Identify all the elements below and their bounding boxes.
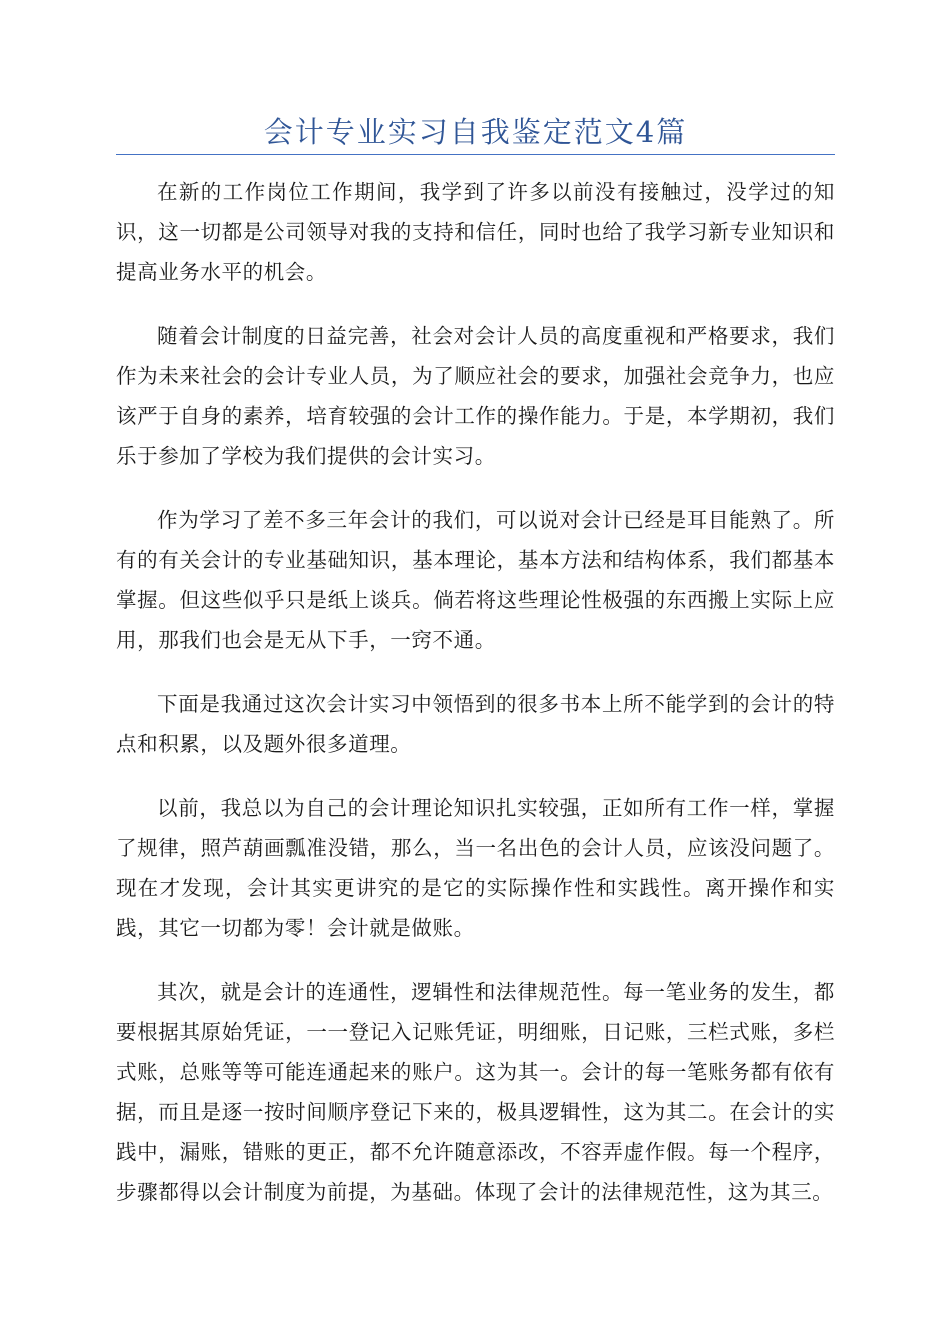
document-body [116,172,835,1236]
paragraph-3: 作为学习了差不多三年会计的我们，可以说对会计已经是耳目能熟了。所有的有关会计的专业基础知识，基本理论，基本方法和结构体系，我们都基本掌握。但这些似乎只是纸上谈兵。倘若将这些理论性极强的东西搬上实际上应用，那我们也会是无从下手，一窍不通。 [116,508,835,652]
paragraph-5: 以前，我总以为自己的会计理论知识扎实较强，正如所有工作一样，掌握了规律，照芦葫画瓢准没错，那么，当一名出色的会计人员，应该没问题了。现在才发现，会计其实更讲究的是它的实际操作性和实践性。离开操作和实践，其它一切都为零！会计就是做账。 [116,796,835,940]
paragraph-4: 下面是我通过这次会计实习中领悟到的很多书本上所不能学到的会计的特点和积累，以及题外很多道理。 [116,692,835,756]
paragraph-6: 其次，就是会计的连通性，逻辑性和法律规范性。每一笔业务的发生，都要根据其原始凭证，一一登记入记账凭证，明细账，日记账，三栏式账，多栏式账，总账等等可能连通起来的账户。这为其一。会计的每一笔账务都有依有据，而且是逐一按时间顺序登记下来的，极具逻辑性，这为其二。在会计的实践中，漏账，错账的更正，都不允许随意添改，不容弄虚作假。每一个程序，步骤都得以会计制度为前提，为基础。体现了会计的法律规范性，这为其三。 [116,980,835,1204]
document-title: 会计专业实习自我鉴定范文4篇 [263,115,688,149]
title-underline [116,154,835,155]
paragraph-1: 在新的工作岗位工作期间，我学到了许多以前没有接触过，没学过的知识，这一切都是公司领导对我的支持和信任，同时也给了我学习新专业知识和提高业务水平的机会。 [116,180,835,284]
paragraph-2: 随着会计制度的日益完善，社会对会计人员的高度重视和严格要求，我们作为未来社会的会计专业人员，为了顺应社会的要求，加强社会竞争力，也应该严于自身的素养，培育较强的会计工作的操作能力。于是，本学期初，我们乐于参加了学校为我们提供的会计实习。 [116,324,835,468]
